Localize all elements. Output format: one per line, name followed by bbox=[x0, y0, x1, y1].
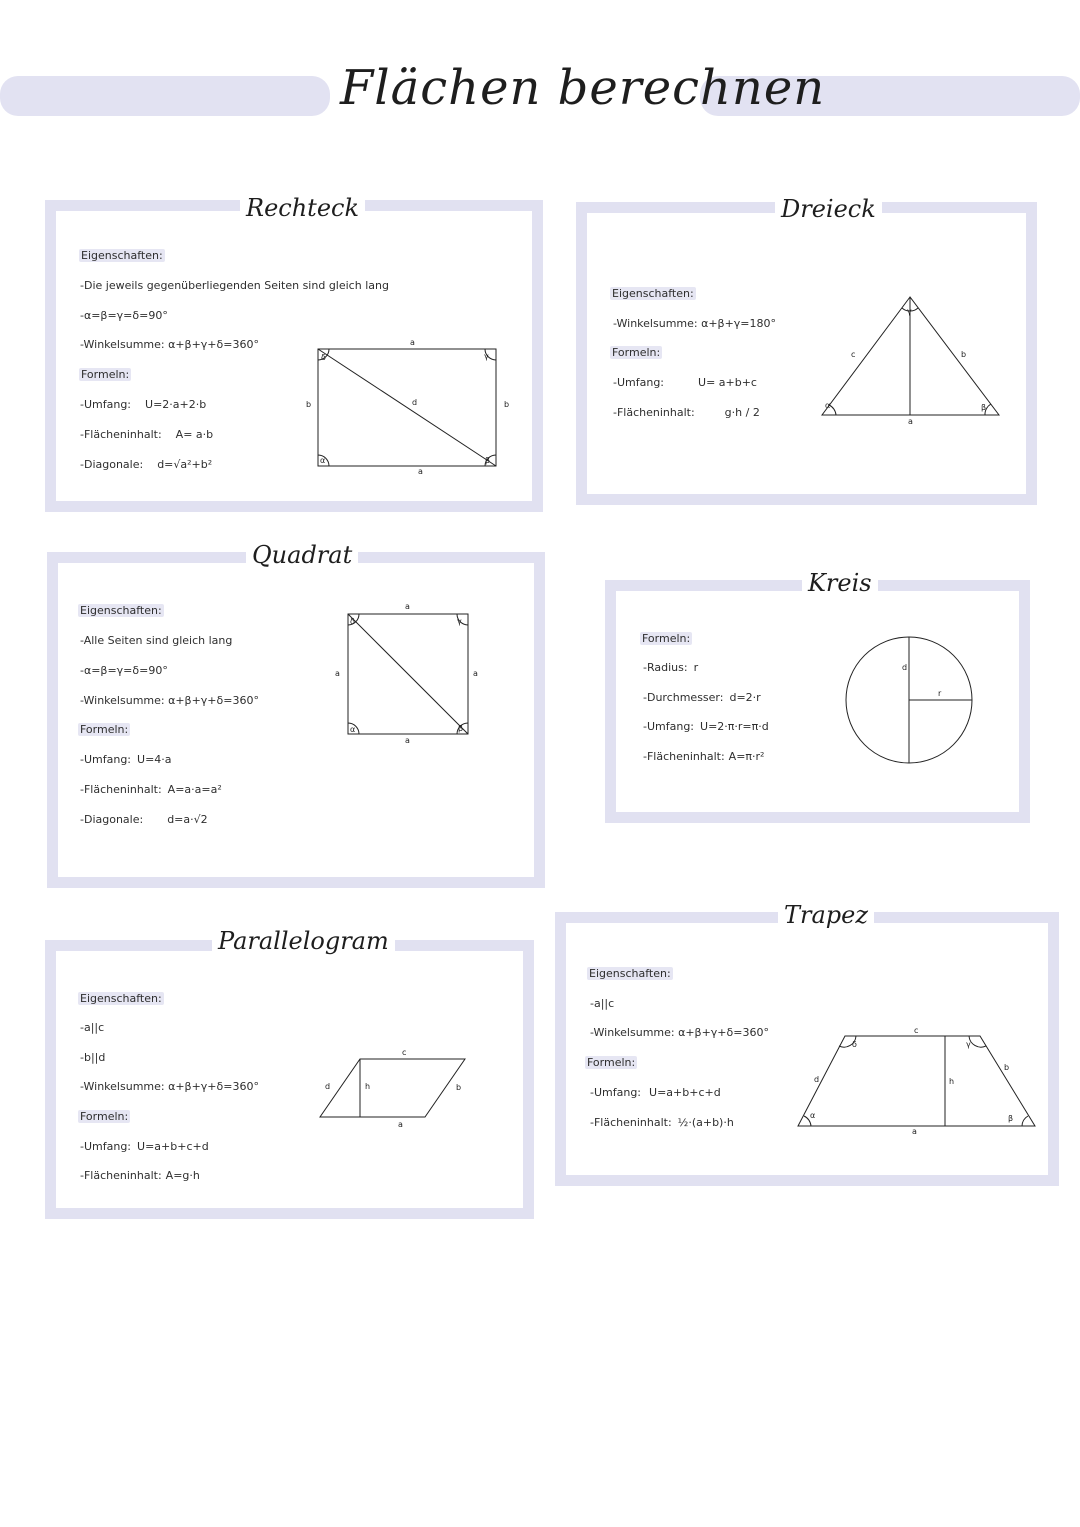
rechteck-angle-beta: β bbox=[485, 456, 491, 465]
quadrat-form-label: Formeln: bbox=[80, 723, 129, 736]
rechteck-angle-delta: δ bbox=[321, 353, 326, 362]
quadrat-angle-gamma: γ bbox=[457, 617, 462, 626]
parallelogram-shape bbox=[320, 1059, 465, 1117]
quadrat-eig-3: -Winkelsumme: α+β+γ+δ=360° bbox=[80, 694, 259, 707]
page-title: Flächen berechnen bbox=[340, 60, 826, 116]
kreis-title: Kreis bbox=[802, 568, 878, 598]
quadrat-label-a-left: a bbox=[335, 669, 340, 678]
trapez-eig-2: -Winkelsumme: α+β+γ+δ=360° bbox=[590, 1026, 769, 1039]
quadrat-eig-label: Eigenschaften: bbox=[80, 604, 162, 617]
quadrat-eig-1: -Alle Seiten sind gleich lang bbox=[80, 634, 233, 647]
parallelogram-label-d: d bbox=[325, 1082, 331, 1091]
trapez-label-a: a bbox=[912, 1127, 917, 1136]
trapez-eig-1: -a||c bbox=[590, 997, 615, 1010]
trapez-shape bbox=[798, 1036, 1035, 1126]
dreieck-formel-flaeche: -Flächeninhalt: g·h / 2 bbox=[613, 406, 760, 419]
dreieck-form-label: Formeln: bbox=[612, 346, 661, 359]
quadrat-label-a-bottom: a bbox=[405, 736, 410, 745]
trapez-eig-label: Eigenschaften: bbox=[589, 967, 671, 980]
parallelogram-eig-3: -Winkelsumme: α+β+γ+δ=360° bbox=[80, 1080, 259, 1093]
dreieck-figure bbox=[815, 290, 1015, 430]
parallelogram-formel-umfang: -Umfang: U=a+b+c+d bbox=[80, 1140, 209, 1153]
quadrat-diagonal bbox=[348, 614, 468, 734]
trapez-label-d: d bbox=[814, 1075, 820, 1084]
rechteck-label-a-top: a bbox=[410, 338, 415, 347]
trapez-formel-umfang: -Umfang: U=a+b+c+d bbox=[590, 1086, 721, 1099]
rechteck-angle-gamma: γ bbox=[484, 352, 489, 361]
kreis-formel-flaeche: -Flächeninhalt: A=π·r² bbox=[643, 750, 765, 763]
trapez-angle-beta: β bbox=[1008, 1114, 1014, 1123]
rechteck-label-b-left: b bbox=[306, 400, 312, 409]
quadrat-formel-umfang: -Umfang: U=4·a bbox=[80, 753, 172, 766]
parallelogram-figure bbox=[310, 1045, 480, 1135]
rechteck-label-a-bottom: a bbox=[418, 467, 423, 476]
trapez-label-c: c bbox=[914, 1026, 919, 1035]
rechteck-eig-label: Eigenschaften: bbox=[81, 249, 163, 262]
rechteck-eig-3: -Winkelsumme: α+β+γ+δ=360° bbox=[80, 338, 259, 351]
parallelogram-eig-1: -a||c bbox=[80, 1021, 105, 1034]
title-highlight-left bbox=[0, 76, 330, 116]
parallelogram-label-c: c bbox=[402, 1048, 407, 1057]
quadrat-figure bbox=[330, 600, 490, 750]
parallelogram-label-b: b bbox=[456, 1083, 462, 1092]
kreis-label-d: d bbox=[902, 663, 908, 672]
trapez-label-h: h bbox=[949, 1077, 955, 1086]
trapez-title: Trapez bbox=[778, 900, 874, 930]
quadrat-formel-diagonale: -Diagonale: d=a·√2 bbox=[80, 813, 208, 826]
quadrat-eig-2: -α=β=γ=δ=90° bbox=[80, 664, 168, 677]
dreieck-formel-umfang: -Umfang: U= a+b+c bbox=[613, 376, 757, 389]
rechteck-form-label: Formeln: bbox=[81, 368, 130, 381]
quadrat-angle-alpha: α bbox=[350, 725, 356, 734]
trapez-figure bbox=[790, 1020, 1045, 1140]
dreieck-label-a: a bbox=[908, 417, 913, 426]
rechteck-formel-diagonale: -Diagonale: d=√a²+b² bbox=[80, 458, 213, 471]
rechteck-figure bbox=[300, 335, 520, 480]
rechteck-diagonal bbox=[318, 349, 496, 466]
dreieck-eig-1: -Winkelsumme: α+β+γ=180° bbox=[613, 317, 777, 330]
rechteck-formel-flaeche: -Flächeninhalt: A= a·b bbox=[80, 428, 214, 441]
trapez-angle-alpha: α bbox=[810, 1111, 816, 1120]
rechteck-eig-2: -α=β=γ=δ=90° bbox=[80, 309, 168, 322]
parallelogram-eig-label: Eigenschaften: bbox=[80, 992, 162, 1005]
parallelogram-label-h: h bbox=[365, 1082, 371, 1091]
dreieck-angle-alpha: α bbox=[825, 401, 831, 410]
kreis-form-label: Formeln: bbox=[642, 632, 691, 645]
kreis-formel-durchmesser: -Durchmesser: d=2·r bbox=[643, 691, 761, 704]
kreis-formel-umfang: -Umfang: U=2·π·r=π·d bbox=[643, 720, 769, 733]
trapez-formel-flaeche: -Flächeninhalt: ½·(a+b)·h bbox=[590, 1116, 734, 1129]
parallelogram-label-a: a bbox=[398, 1120, 403, 1129]
parallelogram-formel-flaeche: -Flächeninhalt: A=g·h bbox=[80, 1169, 200, 1182]
rechteck-formel-umfang: -Umfang: U=2·a+2·b bbox=[80, 398, 207, 411]
quadrat-label-a-right: a bbox=[473, 669, 478, 678]
dreieck-angle-beta: β bbox=[981, 403, 987, 412]
dreieck-title: Dreieck bbox=[775, 194, 882, 224]
rechteck-label-d: d bbox=[412, 398, 418, 407]
trapez-form-label: Formeln: bbox=[587, 1056, 636, 1069]
quadrat-angle-beta: β bbox=[458, 724, 464, 733]
kreis-figure bbox=[840, 630, 985, 775]
parallelogram-form-label: Formeln: bbox=[80, 1110, 129, 1123]
rechteck-eig-1: -Die jeweils gegenüberliegenden Seiten sind gleich lang bbox=[80, 279, 389, 292]
quadrat-formel-flaeche: -Flächeninhalt: A=a·a=a² bbox=[80, 783, 222, 796]
rechteck-title: Rechteck bbox=[240, 193, 365, 223]
trapez-angle-gamma: γ bbox=[966, 1040, 971, 1049]
rechteck-label-b-right: b bbox=[504, 400, 510, 409]
quadrat-title: Quadrat bbox=[246, 540, 358, 570]
dreieck-eig-label: Eigenschaften: bbox=[612, 287, 694, 300]
dreieck-label-c: c bbox=[851, 350, 856, 359]
parallelogram-eig-2: -b||d bbox=[80, 1051, 106, 1064]
parallelogram-title: Parallelogram bbox=[212, 926, 395, 956]
kreis-label-r: r bbox=[938, 689, 942, 698]
quadrat-label-a-top: a bbox=[405, 602, 410, 611]
kreis-formel-radius: -Radius: r bbox=[643, 661, 699, 674]
dreieck-label-b: b bbox=[961, 350, 967, 359]
rechteck-angle-alpha: α bbox=[320, 456, 326, 465]
trapez-label-b: b bbox=[1004, 1063, 1010, 1072]
quadrat-angle-delta: δ bbox=[350, 617, 355, 626]
trapez-angle-delta: δ bbox=[852, 1040, 857, 1049]
dreieck-angle-gamma: γ bbox=[907, 307, 912, 316]
